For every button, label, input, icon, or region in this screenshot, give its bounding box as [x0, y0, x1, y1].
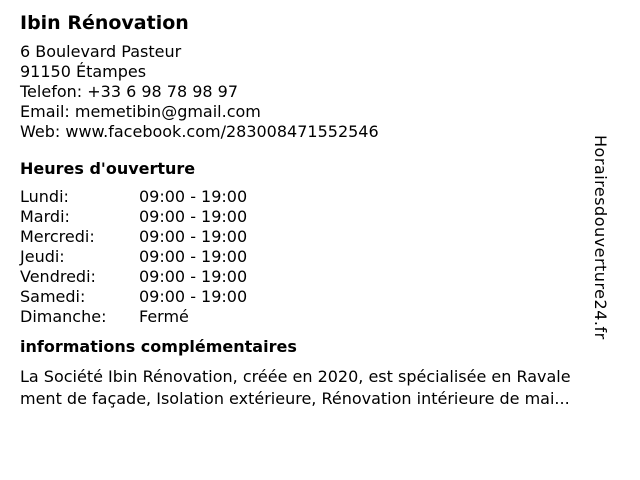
hours-time: 09:00 - 19:00 [139, 267, 248, 286]
hours-time: 09:00 - 19:00 [139, 207, 248, 226]
hours-day: Dimanche: [20, 307, 107, 326]
hours-time: 09:00 - 19:00 [139, 247, 248, 266]
hours-time: 09:00 - 19:00 [139, 287, 248, 306]
business-name: Ibin Rénovation [20, 12, 189, 34]
address-line-2: 91150 Étampes [20, 62, 147, 81]
address-line-1: 6 Boulevard Pasteur [20, 42, 182, 61]
email-text: Email: memetibin@gmail.com [20, 102, 261, 121]
info-line-2: ment de façade, Isolation extérieure, Rénovation intérieure de mai... [20, 389, 570, 408]
hours-day: Mardi: [20, 207, 70, 226]
hours-table [20, 187, 620, 327]
phone-text: Telefon: +33 6 98 78 98 97 [20, 82, 239, 101]
hours-time: Fermé [139, 307, 189, 326]
site-watermark: Horairesdouverture24.fr [591, 135, 610, 340]
hours-day: Vendredi: [20, 267, 96, 286]
business-card [20, 10, 620, 410]
info-heading: informations complémentaires [20, 337, 297, 356]
web-text: Web: www.facebook.com/283008471552546 [20, 122, 379, 141]
hours-time: 09:00 - 19:00 [139, 227, 248, 246]
hours-heading: Heures d'ouverture [20, 159, 196, 178]
hours-row [20, 247, 620, 267]
info-line-1: La Société Ibin Rénovation, créée en 2020, est spécialisée en Ravale [20, 367, 571, 386]
hours-row [20, 187, 620, 207]
hours-day: Lundi: [20, 187, 69, 206]
hours-row [20, 287, 620, 307]
hours-day: Jeudi: [20, 247, 65, 266]
hours-day: Mercredi: [20, 227, 95, 246]
hours-row [20, 267, 620, 287]
hours-row [20, 307, 620, 327]
hours-row [20, 207, 620, 227]
hours-row [20, 227, 620, 247]
hours-time: 09:00 - 19:00 [139, 187, 248, 206]
hours-day: Samedi: [20, 287, 86, 306]
